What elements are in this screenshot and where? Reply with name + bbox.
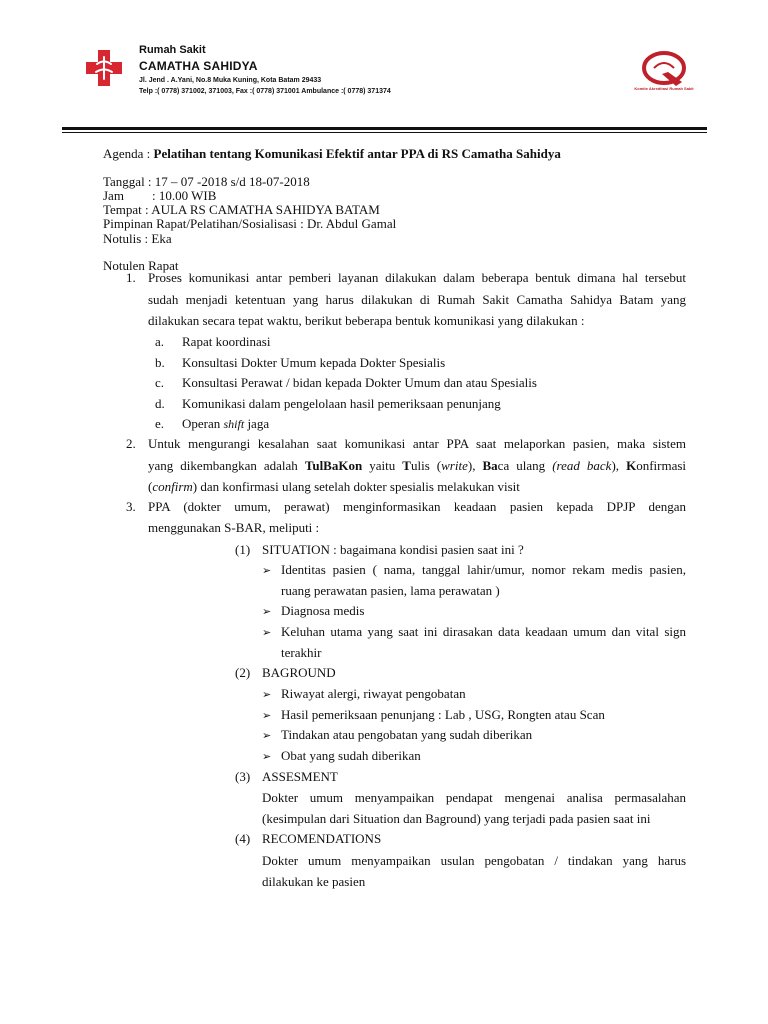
hospital-cross-logo-icon: [84, 48, 124, 88]
situation-bullet-text: Identitas pasien ( nama, tanggal lahir/umur, nomor rekam medis pasien,: [281, 562, 686, 577]
item-1-line-3: dilakukan secara tepat waktu, berikut beberapa bentuk komunikasi yang dilakukan :: [148, 313, 585, 328]
sbar-assessment-title: ASSESMENT: [262, 769, 338, 784]
jam-label: Jam: [103, 188, 124, 203]
item-3-line-1: PPA (dokter umum, perawat) menginformasikan keadaan pasien kepada DPJP dengan: [148, 499, 686, 514]
sbar-background-title: BAGROUND: [262, 665, 336, 680]
bullet-arrow-icon: ➢: [262, 605, 272, 618]
hospital-address: Jl. Jend . A.Yani, No.8 Muka Kuning, Kota Batam 29433: [139, 77, 322, 84]
sub-item-letter: b.: [155, 355, 165, 370]
background-bullet-text: Tindakan atau pengobatan yang sudah diberikan: [281, 727, 533, 742]
item-1-line-1: Proses komunikasi antar pemberi layanan dilakukan dalam beberapa bentuk dimana hal tersebut: [148, 270, 686, 285]
item-1-number: 1.: [126, 270, 136, 285]
sbar-recommendations-title: RECOMENDATIONS: [262, 831, 382, 846]
background-bullet-text: Riwayat alergi, riwayat pengobatan: [281, 686, 466, 701]
sbar-number: (3): [235, 769, 251, 784]
tulbakon-term: TulBaKon: [304, 458, 363, 473]
item-1-line-2: sudah menjadi ketentuan yang harus dilakukan di Rumah Sakit Camatha Sahidya Batam yang: [148, 292, 686, 307]
pimpinan-line: Pimpinan Rapat/Pelatihan/Sosialisasi : Dr. Abdul Gamal: [103, 216, 397, 231]
situation-bullet-text: Diagnosa medis: [281, 603, 365, 618]
item-2-line-1: Untuk mengurangi kesalahan saat komunikasi antar PPA saat melaporkan pasien, maka sistem: [148, 436, 686, 451]
tanggal-line: Tanggal : 17 – 07 -2018 s/d 18-07-2018: [103, 174, 310, 189]
sbar-number: (1): [235, 542, 251, 557]
recommendations-text-line-1: Dokter umum menyampaikan usulan pengobatan / tindakan yang harus: [262, 853, 686, 868]
sbar-number: (4): [235, 831, 251, 846]
bullet-arrow-icon: ➢: [262, 709, 272, 722]
sub-item-letter: d.: [155, 396, 165, 411]
situation-bullet-text: ruang perawatan pasien, lama perawatan ): [281, 583, 500, 598]
item-2-number: 2.: [126, 436, 136, 451]
hospital-name-line1: Rumah Sakit: [139, 44, 206, 56]
sub-item-letter: e.: [155, 416, 165, 431]
background-bullet-text: Obat yang sudah diberikan: [281, 748, 421, 763]
agenda-title: Pelatihan tentang Komunikasi Efektif antar PPA di RS Camatha Sahidya: [153, 146, 561, 161]
notulen-heading: Notulen Rapat: [103, 258, 179, 273]
notulis-line: Notulis : Eka: [103, 231, 172, 246]
accreditation-logo-caption: Komite Akreditasi Rumah Sakit: [634, 86, 694, 91]
assessment-text-line-2: (kesimpulan dari Situation dan Baground) yang terjadi pada pasien saat ini: [262, 811, 651, 826]
bullet-arrow-icon: ➢: [262, 750, 272, 763]
tempat-line: Tempat : AULA RS CAMATHA SAHIDYA BATAM: [103, 202, 380, 217]
agenda-line: [103, 146, 561, 162]
assessment-text-line-1: Dokter umum menyampaikan pendapat mengenai analisa permasalahan: [262, 790, 686, 805]
bullet-arrow-icon: ➢: [262, 729, 272, 742]
hospital-name-line2: CAMATHA SAHIDYA: [139, 59, 258, 73]
agenda-label: Agenda :: [103, 146, 154, 161]
sub-item-text: Operan shift jaga: [182, 416, 270, 431]
jam-value: : 10.00 WIB: [152, 188, 217, 203]
sub-item-text: Rapat koordinasi: [182, 334, 271, 349]
background-bullet-text: Hasil pemeriksaan penunjang : Lab , USG, Rongten atau Scan: [281, 707, 605, 722]
sub-item-text: Konsultasi Dokter Umum kepada Dokter Spesialis: [182, 355, 446, 370]
bullet-arrow-icon: ➢: [262, 688, 272, 701]
sub-item-text: Komunikasi dalam pengelolaan hasil pemeriksaan penunjang: [182, 396, 501, 411]
sub-item-letter: c.: [155, 375, 165, 390]
item-3-line-2: menggunakan S-BAR, meliputi :: [148, 520, 320, 535]
sbar-situation-title: SITUATION : bagaimana kondisi pasien saat ini ?: [262, 542, 524, 557]
bullet-arrow-icon: ➢: [262, 626, 272, 639]
item-2-line-3: (confirm) dan konfirmasi ulang setelah dokter spesialis melakukan visit: [148, 479, 520, 494]
sub-item-text: Konsultasi Perawat / bidan kepada Dokter Umum dan atau Spesialis: [182, 375, 537, 390]
sub-item-letter: a.: [155, 334, 165, 349]
situation-bullet-text: Keluhan utama yang saat ini dirasakan data keadaan umum dan vital sign: [281, 624, 686, 639]
header-divider-thin: [62, 132, 707, 133]
sbar-number: (2): [235, 665, 251, 680]
item-2-line-2: yang dikembangkan adalah TulBaKon yaitu Tulis (write), Baca ulang (read back), Konfirmasi: [148, 458, 687, 473]
bullet-arrow-icon: ➢: [262, 564, 272, 577]
header-divider-thick: [62, 127, 707, 130]
letterhead: [0, 0, 768, 140]
recommendations-text-line-2: dilakukan ke pasien: [262, 874, 366, 889]
item-3-number: 3.: [126, 499, 136, 514]
situation-bullet-text: terakhir: [281, 645, 322, 660]
hospital-telephone: Telp :( 0778) 371002, 371003, Fax :( 0778) 371001 Ambulance :( 0778) 371374: [139, 88, 391, 95]
